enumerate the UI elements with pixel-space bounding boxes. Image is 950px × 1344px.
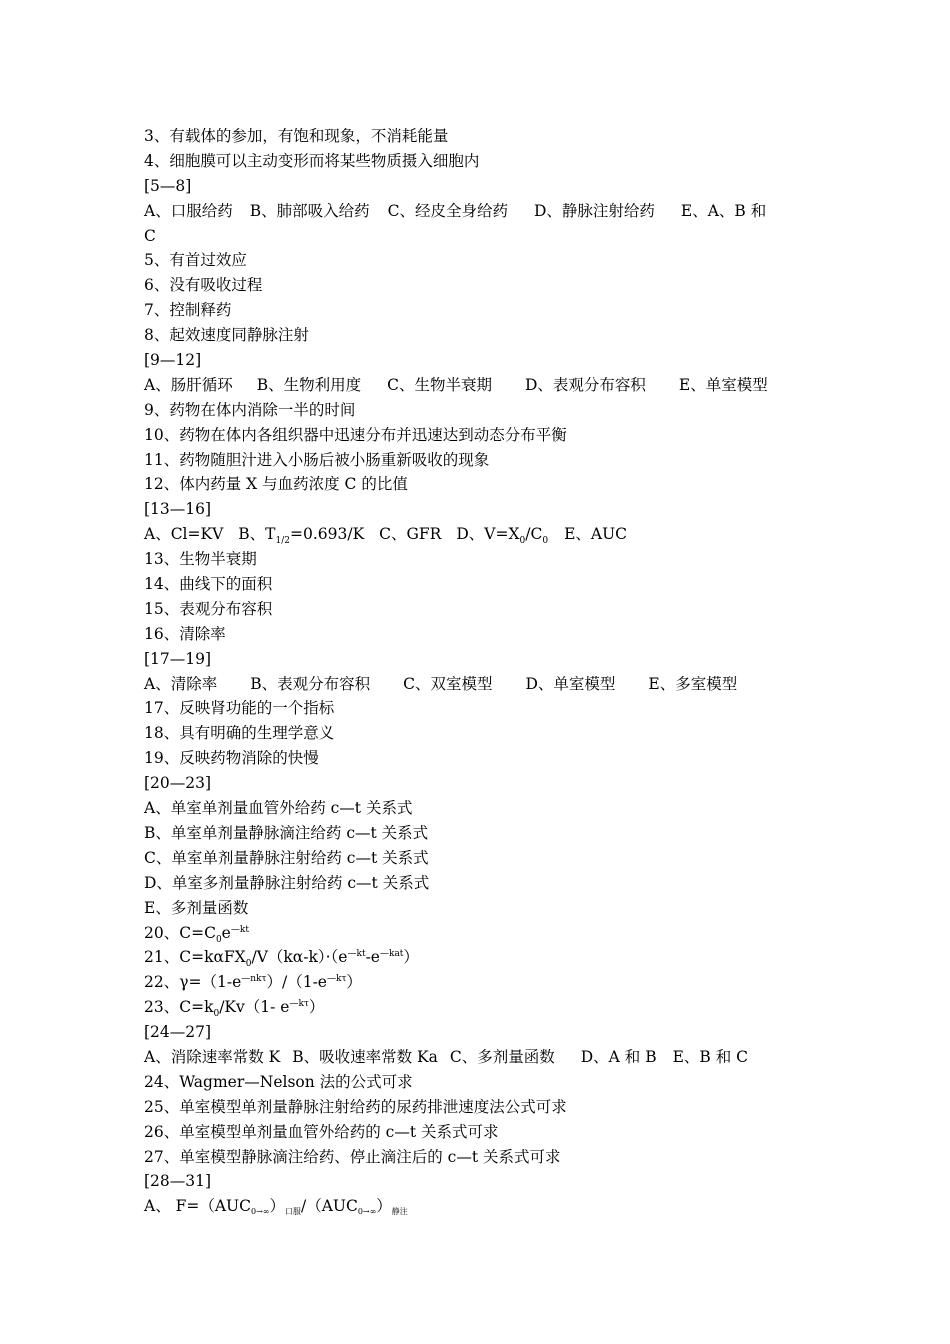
item-9-text: 9、药物在体内消除一半的时间	[144, 400, 356, 419]
option-b: B、肺部吸入给药	[249, 201, 370, 220]
option-a-formula: A、 $F=(AUC_{0\to\infty})_{口服}/(AUC_{0\to\infty})_{静注}$	[144, 1197, 408, 1217]
option-c: C、GFR	[379, 525, 442, 544]
item-5-text: 5、有首过效应	[144, 251, 247, 270]
options-9-12	[144, 373, 814, 398]
item-22-formula: 22、$\gamma=(1-e^{—nk\tau})/(1-e^{—k\tau})$	[144, 973, 362, 992]
option-b: B、单室单剂量静脉滴注给药 c—t 关系式	[144, 823, 429, 842]
item-3-text: 3、有载体的参加，有饱和现象，不消耗能量	[144, 127, 449, 145]
option-d: D、A 和 B	[580, 1047, 657, 1066]
option-d: D、单室模型	[525, 674, 616, 693]
option-a: A、口服给药	[144, 201, 233, 220]
item-12-text: 12、体内药量 X 与血药浓度 C 的比值	[144, 475, 408, 494]
group-header-13-16: [13—16]	[144, 500, 212, 519]
options-24-27	[144, 1045, 814, 1070]
item-4-text: 4、细胞膜可以主动变形而将某些物质摄入细胞内	[144, 151, 480, 170]
options-13-16	[144, 522, 814, 547]
item-27-text: 27、单室模型静脉滴注给药、停止滴注后的 c—t 关系式可求	[144, 1147, 561, 1166]
option-a: A、肠肝循环	[144, 375, 233, 394]
option-d: D、$V=X_0/C_0$	[456, 525, 549, 547]
group-header-20-23: [20—23]	[144, 774, 212, 793]
option-c: C、经皮全身给药	[387, 201, 508, 220]
option-e-continued: C	[144, 226, 156, 245]
option-b: B、$T_{1/2}=0.693/K$	[238, 525, 365, 547]
document-page	[144, 124, 814, 1219]
option-e: E、B 和 C	[672, 1047, 749, 1066]
option-c: C、多剂量函数	[449, 1047, 555, 1066]
option-a: A、单室单剂量血管外给药 c—t 关系式	[144, 799, 413, 818]
item-19-text: 19、反映药物消除的快慢	[144, 749, 319, 768]
item-8-text: 8、起效速度同静脉注射	[144, 326, 309, 345]
item-24-text: 24、Wagmer—Nelson 法的公式可求	[144, 1072, 413, 1091]
item-23-formula: 23、$C=k_0/Kv(1-$ $e^{—k\tau}$）	[144, 998, 325, 1020]
group-header-28-31: [28—31]	[144, 1172, 212, 1191]
option-e: E、多剂量函数	[144, 898, 249, 917]
group-header-9-12: [9—12]	[144, 351, 202, 370]
group-header-5-8: [5—8]	[144, 176, 192, 195]
option-c: C、生物半衰期	[387, 375, 492, 394]
option-b: B、吸收速率常数 Ka	[292, 1047, 438, 1066]
option-d: D、单室多剂量静脉注射给药 c—t 关系式	[144, 873, 430, 892]
item-20-formula: 20、$C=C_0e^{—kt}$	[144, 923, 249, 945]
item-10-text: 10、药物在体内各组织器中迅速分布并迅速达到动态分布平衡	[144, 425, 567, 444]
option-c: C、双室模型	[403, 674, 493, 693]
option-e: E、单室模型	[678, 375, 768, 394]
options-17-19	[144, 672, 814, 697]
group-header-17-19: [17—19]	[144, 649, 212, 668]
item-14-text: 14、曲线下的面积	[144, 575, 273, 594]
option-e: E、多室模型	[648, 674, 738, 693]
item-18-text: 18、具有明确的生理学意义	[144, 724, 335, 743]
item-26-text: 26、单室模型单剂量血管外给药的 c—t 关系式可求	[144, 1122, 499, 1141]
item-16-text: 16、清除率	[144, 624, 226, 643]
option-e: E、A、B 和	[680, 201, 767, 220]
option-d: D、表观分布容积	[524, 375, 646, 394]
item-15-text: 15、表观分布容积	[144, 599, 273, 618]
options-5-8	[144, 199, 814, 224]
option-c: C、单室单剂量静脉注射给药 c—t 关系式	[144, 848, 429, 867]
option-e: E、AUC	[564, 525, 627, 544]
option-d: D、静脉注射给药	[533, 201, 655, 220]
group-header-24-27: [24—27]	[144, 1023, 212, 1042]
item-6-text: 6、没有吸收过程	[144, 276, 263, 295]
item-21-formula: 21、$C=k\alpha FX_0/V(k\alpha-k)\cdot(e^{—kt}-e^{—kat})$	[144, 948, 419, 970]
option-a: A、清除率	[144, 674, 218, 693]
item-17-text: 17、反映肾功能的一个指标	[144, 699, 335, 718]
item-7-text: 7、控制释药	[144, 301, 232, 320]
option-a: A、Cl=KV	[144, 525, 224, 544]
option-a: A、消除速率常数 K	[144, 1047, 281, 1066]
item-13-text: 13、生物半衰期	[144, 550, 257, 569]
option-b: B、表观分布容积	[250, 674, 371, 693]
item-25-text: 25、单室模型单剂量静脉注射给药的尿药排泄速度法公式可求	[144, 1097, 567, 1116]
item-11-text: 11、药物随胆汁进入小肠后被小肠重新吸收的现象	[144, 450, 490, 469]
option-b: B、生物利用度	[256, 375, 362, 394]
